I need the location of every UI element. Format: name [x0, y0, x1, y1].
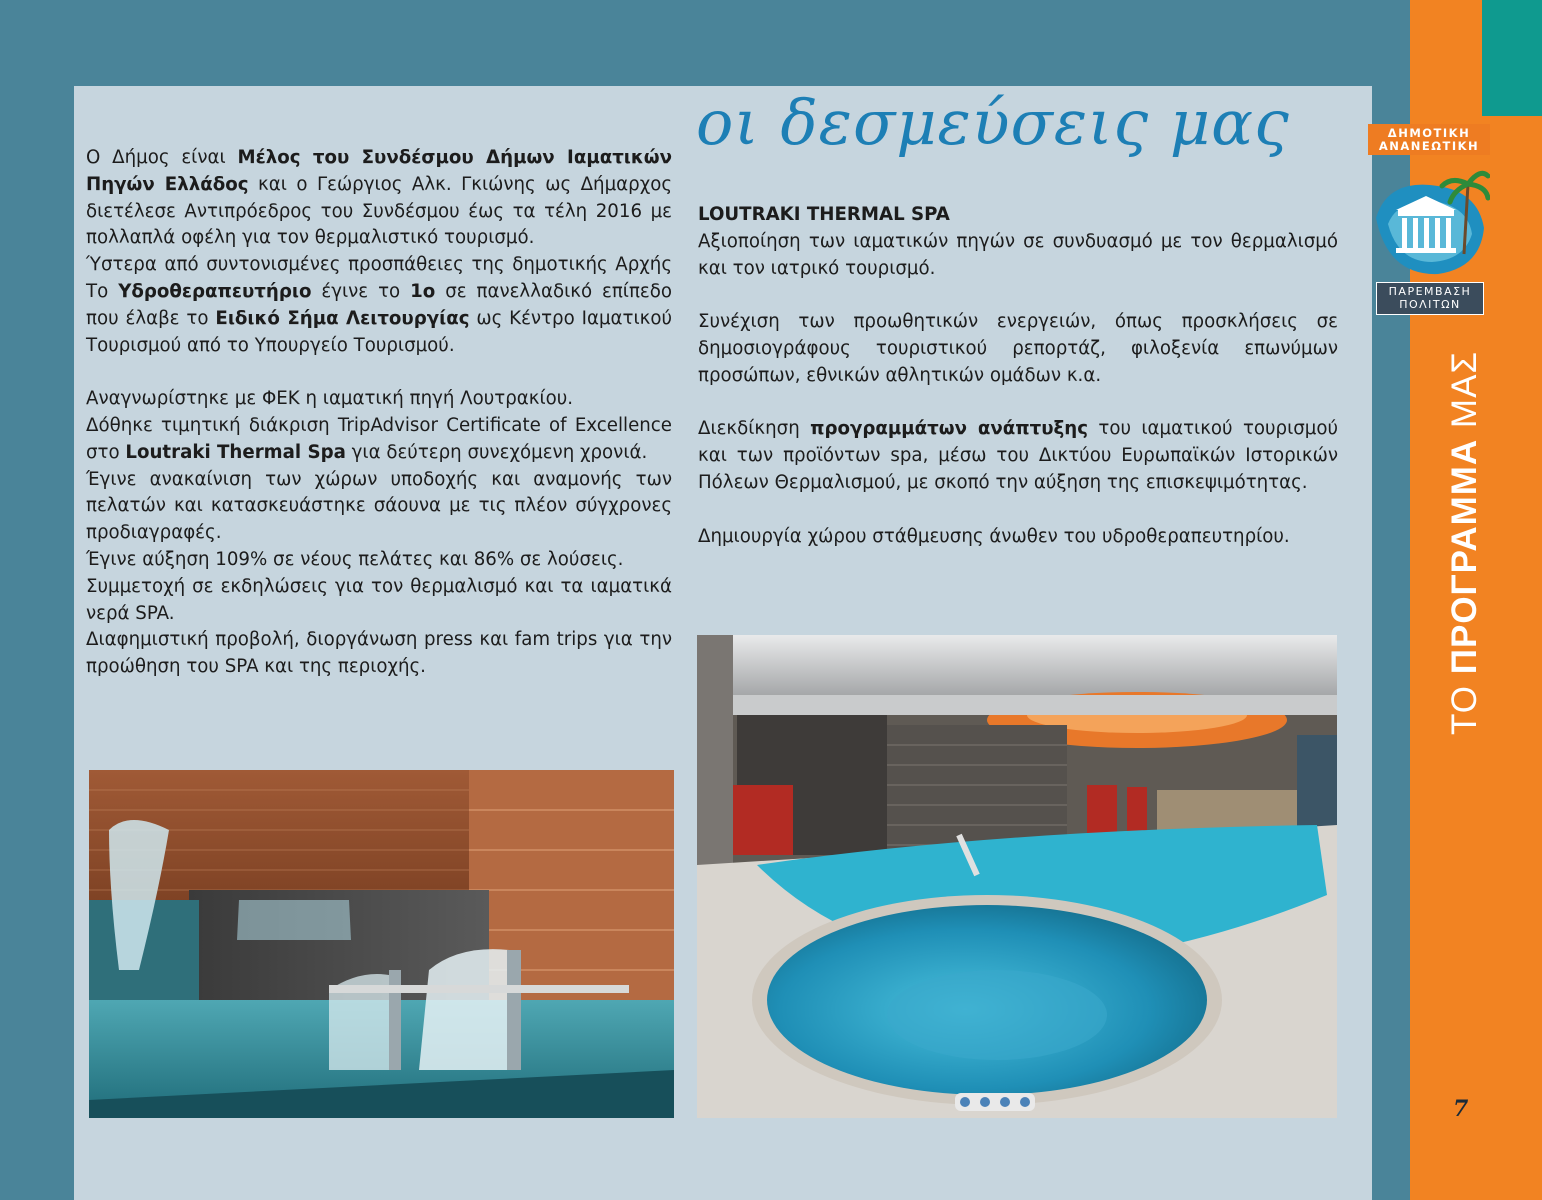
text-run: σε πανελλαδικό επίπεδο που έλαβε το [86, 280, 672, 329]
text-run: έγινε το [311, 280, 411, 302]
right-paragraph-2: Συνέχιση των προωθητικών ενεργειών, όπως προσκλήσεις σε δημοσιογράφους τουριστικού ρεπορτάζ, φιλοξενία επωνύμων προσώπων, εθνικών αθλητικών ομάδων κ.α. [698, 311, 1338, 386]
temple-palm-icon [1368, 158, 1490, 286]
side-title-bold: ΠΡΟΓΡΑΜΜΑ [1445, 438, 1484, 675]
left-paragraph-7: Συμμετοχή σε εκδηλώσεις για τον θερμαλισμό και τα ιαματικά νερά SPA. [86, 575, 672, 624]
logo-top-banner [1368, 124, 1490, 155]
logo-bottom-banner [1376, 282, 1484, 315]
party-logo [1368, 124, 1490, 320]
text-run: και ο Γεώργιος Αλκ. Γκιώνης ως Δήμαρχος διετέλεσε Αντιπρόεδρος του Συνδέσμου έως τα τέλη 2016 με πολλαπλά οφέλη για τον θερμαλιστικό τουρισμό. [86, 173, 672, 249]
side-section-title [1445, 351, 1485, 735]
bold-run: προγραμμάτων ανάπτυξης [810, 418, 1089, 440]
text-run: Ύστερα από συντονισμένες προσπάθειες της δημοτικής Αρχής Το [86, 254, 672, 302]
bold-run: Υδροθεραπευτήριο [118, 280, 312, 302]
text-run: του ιαματικού τουρισμού και των προϊόντων spa, μέσω του Δικτύου Ευρωπαϊκών Ιστορικών Πόλεων Θερμαλισμού, με σκοπό την αύξηση της επισκεψιμότητας. [698, 418, 1339, 493]
page-number: 7 [1453, 1096, 1469, 1122]
text-run: Διεκδίκηση [698, 418, 811, 440]
right-paragraph-1: Αξιοποίηση των ιαματικών πηγών σε συνδυασμό με τον θερμαλισμό και τον ιατρικό τουρισμό. [698, 230, 1338, 279]
text-run: ως Κέντρο Ιαματικού Τουρισμού από το Υπουργείο Τουρισμού. [86, 307, 672, 356]
left-paragraph-8: Διαφημιστική προβολή, διοργάνωση press και fam trips για την προώθηση του SPA και της περιοχής. [86, 629, 672, 678]
left-paragraph-6: Έγινε αύξηση 109% σε νέους πελάτες και 86% σε λούσεις. [86, 548, 624, 570]
text-run: για δεύτερη συνεχόμενη χρονιά. [345, 441, 648, 463]
left-text-column [86, 145, 672, 681]
bold-run: Ειδικό Σήμα Λειτουργίας [215, 307, 470, 329]
logo-top-line1: ΔΗΜΟΤΙΚΗ [1387, 126, 1471, 140]
text-run: Δόθηκε τιμητική διάκριση TripAdvisor Certificate of Excellence στο [86, 414, 672, 463]
section-title: LOUTRAKI THERMAL SPA [698, 204, 950, 225]
side-title-suffix: ΜΑΣ [1445, 350, 1484, 439]
right-paragraph-4: Δημιουργία χώρου στάθμευσης άνωθεν του υδροθεραπευτηρίου. [698, 525, 1290, 547]
logo-top-line2: ΑΝΑΝΕΩΤΙΚΗ [1378, 139, 1480, 153]
left-paragraph-2 [86, 252, 672, 359]
right-paragraph-3 [698, 416, 1338, 496]
bold-run: 1ο [410, 280, 436, 302]
teal-corner [1482, 0, 1542, 116]
fountain-pool-photo [89, 770, 674, 1118]
left-paragraph-4 [86, 413, 672, 467]
logo-bottom-line2: ΠΟΛΙΤΩΝ [1399, 297, 1461, 311]
indoor-thermal-pool-photo [697, 635, 1337, 1118]
bold-run: Μέλος του Συνδέσμου Δήμων Ιαματικών Πηγών Ελλάδος [86, 147, 673, 195]
right-text-column [698, 202, 1338, 550]
text-run: Ο Δήμος είναι [86, 147, 238, 168]
left-paragraph-1 [86, 145, 672, 252]
side-title-prefix: ΤΟ [1445, 674, 1484, 735]
left-paragraph-5: Έγινε ανακαίνιση των χώρων υποδοχής και αναμονής των πελατών και κατασκευάστηκε σάουνα με τις πλέον σύγχρονες προδιαγραφές. [86, 468, 672, 544]
heading-script: οι δεσμεύσεις μας [696, 86, 1290, 159]
bold-run: Loutraki Thermal Spa [125, 441, 346, 463]
logo-bottom-line1: ΠΑΡΕΜΒΑΣΗ [1388, 285, 1472, 298]
left-paragraph-3: Αναγνωρίστηκε με ΦΕΚ η ιαματική πηγή Λουτρακίου. [86, 388, 574, 410]
